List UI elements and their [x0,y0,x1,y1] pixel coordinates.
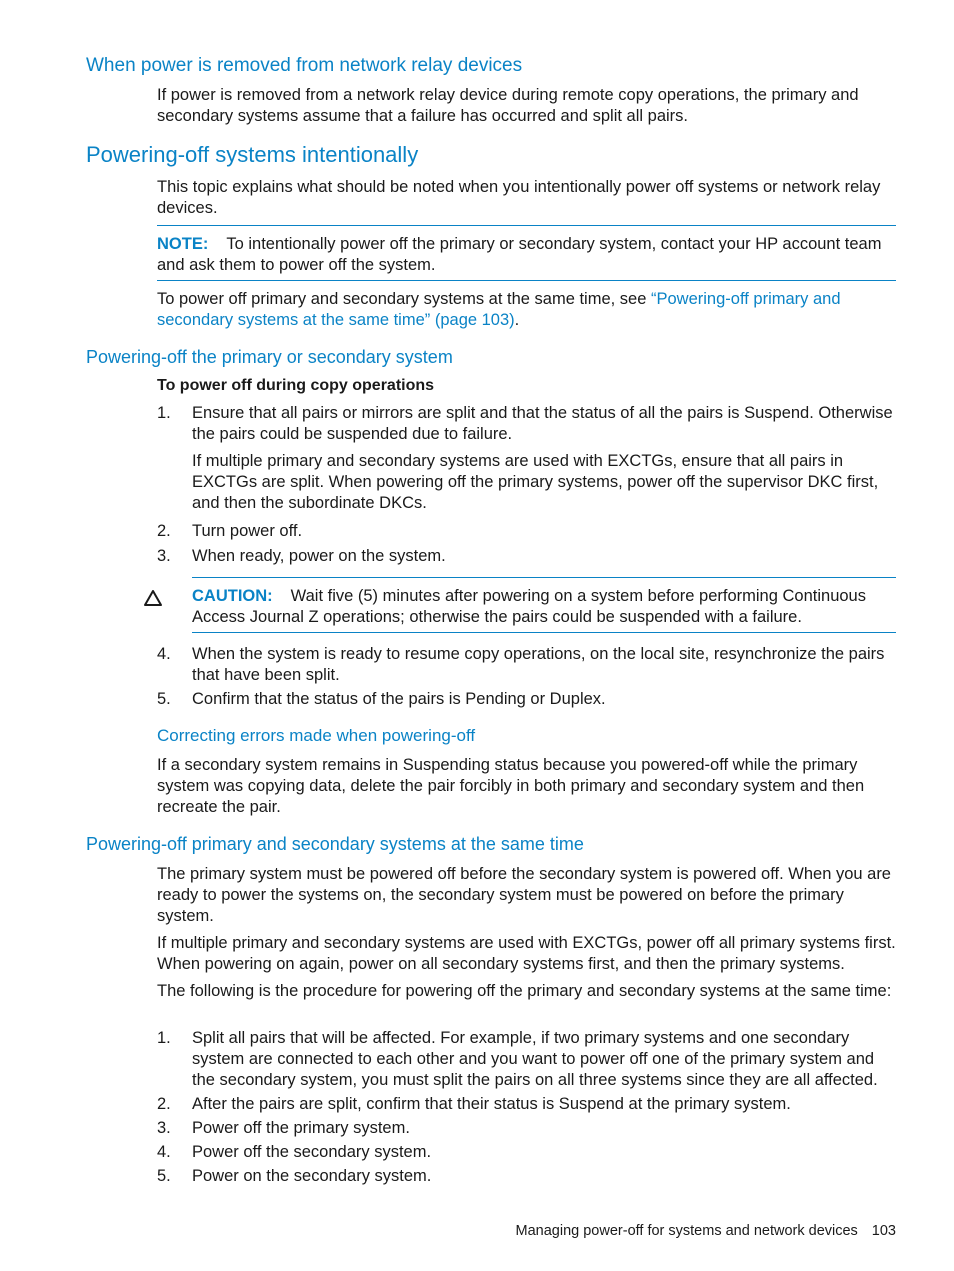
section-heading-powering-off-intentionally: Powering-off systems intentionally [86,142,419,167]
list-text: Split all pairs that will be affected. For example, if two primary systems and one secondary system are connected to each other and you want to power off one of the primary system and the secondary system, you must split the pairs on all three systems since they are all affected. [192,1029,878,1089]
section-heading-network-relay: When power is removed from network relay devices [86,55,523,76]
list-text: When ready, power on the system. [192,547,446,565]
warning-triangle-icon [143,588,163,608]
list-item [157,403,897,445]
list-text: Confirm that the status of the pairs is Pending or Duplex. [192,690,606,708]
note-bottom-rule [157,280,896,281]
list-item [157,1028,897,1091]
list-item [157,644,897,686]
list-item [157,1118,897,1139]
caution-top-rule [192,577,896,578]
list-item [157,689,897,710]
list-text: Ensure that all pairs or mirrors are split and that the status of all the pairs is Suspend. Otherwise the pairs could be suspended due to failure. [192,404,893,443]
ref-suffix: . [514,311,520,329]
list-number: 2. [157,1095,171,1113]
section4-paragraph-3: The following is the procedure for powering off the primary and secondary systems at the same time: [157,982,892,1000]
caution-bottom-rule [192,632,896,633]
section-heading-same-time: Powering-off primary and secondary systems at the same time [86,834,584,854]
subsection-heading-correcting-errors: Correcting errors made when powering-off [157,726,476,745]
list-number: 2. [157,522,171,540]
note-label: NOTE: [157,235,209,253]
list-number: 4. [157,1143,171,1161]
procedure-title: To power off during copy operations [157,377,435,394]
footer-title: Managing power-off for systems and network devices [515,1223,858,1239]
section4-paragraph-2: If multiple primary and secondary systems are used with EXCTGs, power off all primary systems first. When powering on again, power on all secondary systems first, and then the primary systems. [157,934,896,973]
cross-reference-link[interactable]: “Powering-off primary and secondary systems at the same time” (page 103) [157,290,841,329]
list-item [157,546,897,567]
caution-box [192,586,897,628]
ref-prefix: To power off primary and secondary systems at the same time, see [157,290,651,308]
note-top-rule [157,225,896,226]
list-item [157,1166,897,1187]
section-body-network-relay: If power is removed from a network relay device during remote copy operations, the primary and secondary systems assume that a failure has occurred and split all pairs. [157,86,859,125]
subsection-body-correcting-errors: If a secondary system remains in Suspending status because you powered-off while the primary system was copying data, delete the pair forcibly in both primary and secondary system and then recreate the pair. [157,756,865,816]
list-number: 3. [157,547,171,565]
list-text: Turn power off. [192,522,303,540]
section-heading-primary-or-secondary: Powering-off the primary or secondary system [86,347,453,367]
note-text: To intentionally power off the primary or secondary system, contact your HP account team and ask them to power off the system. [157,235,882,274]
caution-label: CAUTION: [192,587,273,605]
section-intro: This topic explains what should be noted when you intentionally power off systems or network relay devices. [157,178,881,217]
note-box [157,234,897,276]
section4-paragraph-1: The primary system must be powered off before the secondary system is powered off. When you are ready to power the systems on, the secondary system must be powered on before the primary system. [157,865,891,925]
list-text: Power off the secondary system. [192,1143,432,1161]
list-text: Power on the secondary system. [192,1167,432,1185]
list-item [157,521,897,542]
list-number: 5. [157,690,171,708]
list-number: 1. [157,404,171,422]
caution-text: Wait five (5) minutes after powering on a system before performing Continuous Access Journal Z operations; otherwise the pairs could be suspended with a failure. [192,587,866,626]
list-number: 4. [157,645,171,663]
list-text: When the system is ready to resume copy operations, on the local site, resynchronize the pairs that have been split. [192,645,885,684]
list-text: After the pairs are split, confirm that their status is Suspend at the primary system. [192,1095,791,1113]
page-number: 103 [871,1223,896,1239]
list-number: 1. [157,1029,171,1047]
page-footer [516,1223,896,1239]
list-text: Power off the primary system. [192,1119,410,1137]
list-item [157,1142,897,1163]
step1-extra-paragraph: If multiple primary and secondary systems are used with EXCTGs, ensure that all pairs in EXCTGs are split. When powering off the primary systems, power off the supervisor DKC first, and then the subordinate DKCs. [192,452,879,512]
list-number: 5. [157,1167,171,1185]
list-number: 3. [157,1119,171,1137]
list-item [157,1094,897,1115]
cross-reference-paragraph [157,289,897,331]
